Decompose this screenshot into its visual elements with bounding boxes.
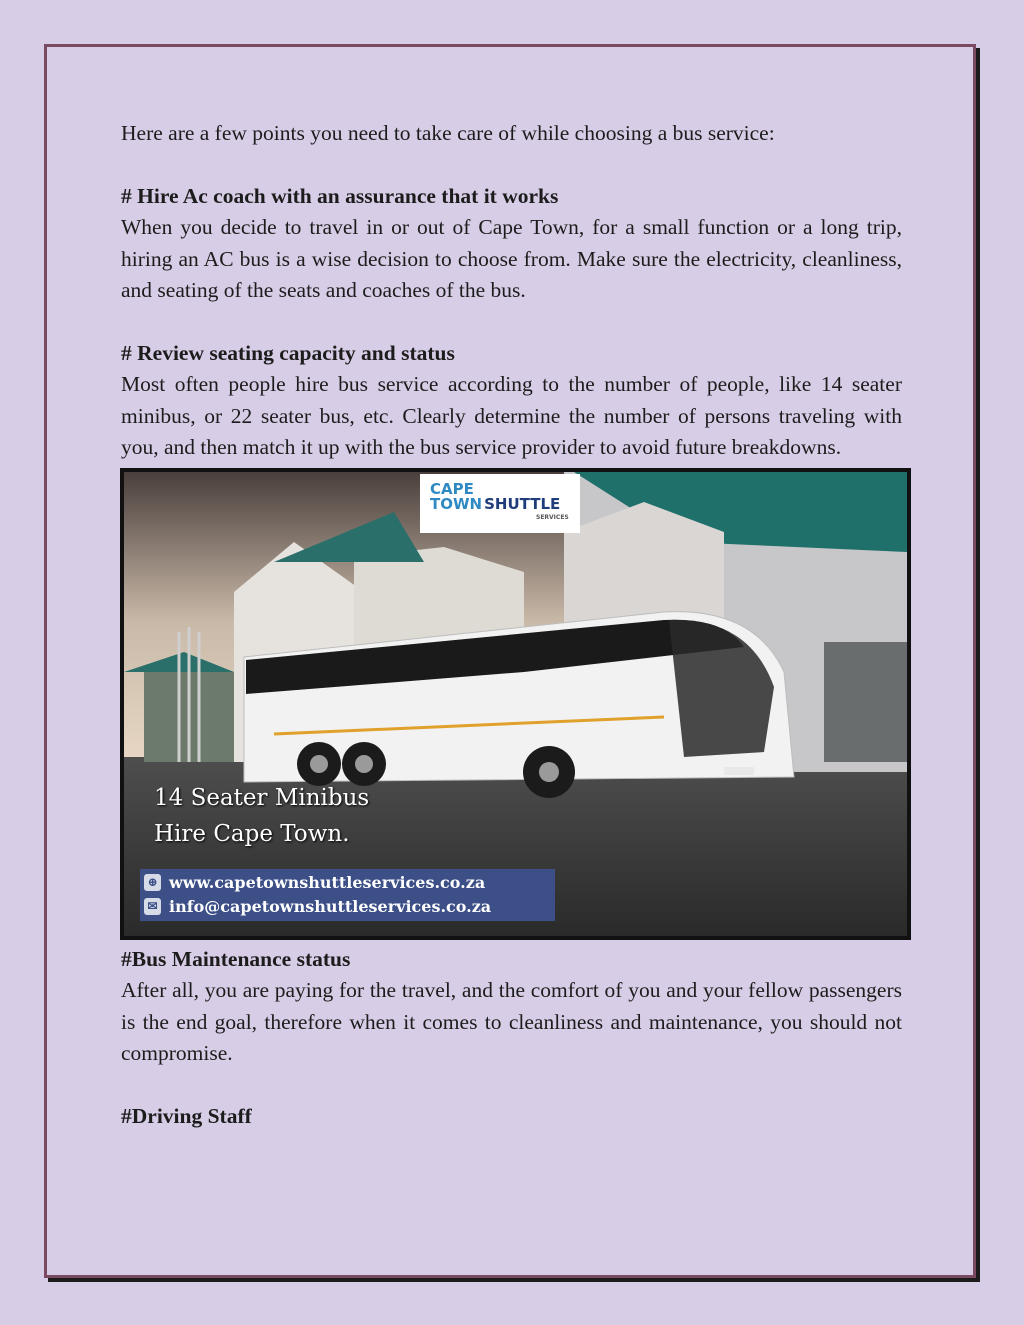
website-text: www.capetownshuttleservices.co.za — [169, 872, 486, 892]
logo-text-line1: CAPE — [430, 479, 474, 498]
photo-caption-line2: Hire Cape Town. — [154, 820, 350, 847]
photo-caption — [154, 780, 369, 852]
globe-icon: ⊕ — [144, 874, 161, 891]
article-content — [121, 118, 902, 1132]
section-body-maintenance: After all, you are paying for the travel, and the comfort of you and your fellow passengers is the end goal, therefore when it comes to cleanliness and maintenance, you should not compromise. — [121, 978, 902, 1065]
contact-band — [140, 869, 555, 921]
section-heading-seating: # Review seating capacity and status — [121, 340, 455, 365]
mail-icon: ✉ — [144, 898, 161, 915]
company-logo — [420, 474, 580, 533]
section-body-ac-coach: When you decide to travel in or out of Cape Town, for a small function or a long trip, hiring an AC bus is a wise decision to choose from. Make sure the electricity, cleanliness, and seating of the seats and coaches of the bus. — [121, 215, 902, 302]
section-heading-ac-coach: # Hire Ac coach with an assurance that it works — [121, 183, 559, 208]
section-heading-maintenance: #Bus Maintenance status — [121, 946, 351, 971]
section-body-seating: Most often people hire bus service according to the number of people, like 14 seater minibus, or 22 seater bus, etc. Clearly determine the number of persons traveling with you, and then match it up with the bus service provider to avoid future breakdowns. — [121, 372, 902, 459]
section-heading-driving-staff: #Driving Staff — [121, 1103, 252, 1128]
intro-paragraph: Here are a few points you need to take care of while choosing a bus service: — [121, 121, 775, 145]
logo-subtext: SERVICES — [536, 513, 569, 521]
logo-text-line2: TOWN — [430, 494, 483, 513]
bus-photo-illustration — [124, 472, 907, 936]
email-text: info@capetownshuttleservices.co.za — [169, 896, 492, 916]
bus-photo — [120, 468, 911, 940]
photo-caption-line1: 14 Seater Minibus — [154, 784, 370, 811]
logo-text-line3: SHUTTLE — [484, 494, 561, 513]
